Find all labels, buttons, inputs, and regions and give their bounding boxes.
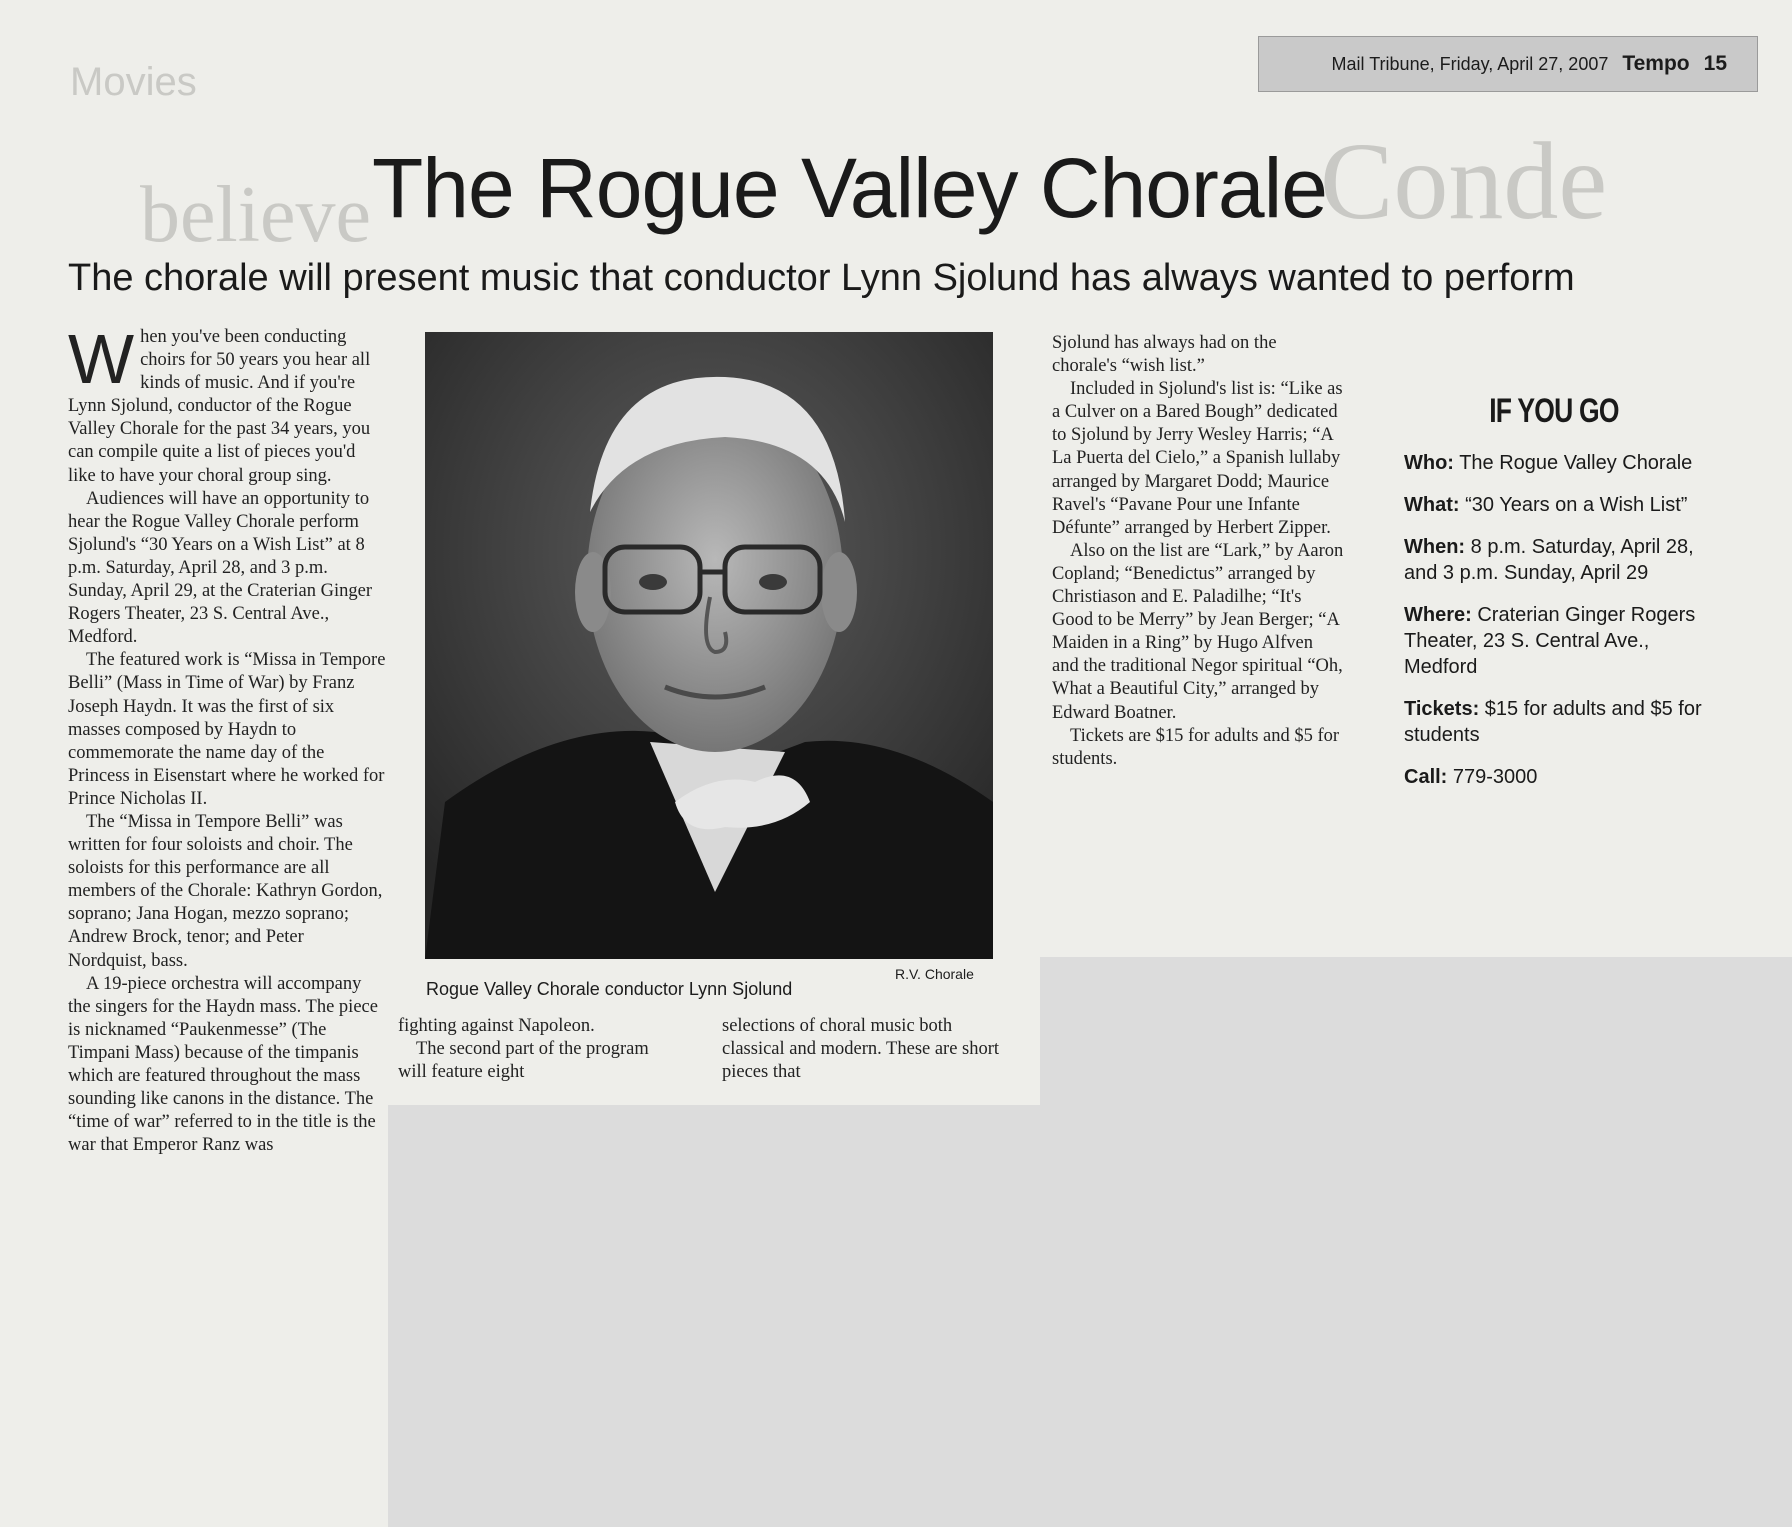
- paragraph: The featured work is “Missa in Tempore Belli” (Mass in Time of War) by Franz Joseph Haydn. It was the first of six masses composed by Haydn to commemorate the name day of the Princess in Eisenstart where he worked for Prince Nicholas II.: [68, 650, 386, 809]
- info-item-what: [1404, 492, 1704, 518]
- info-label: What:: [1404, 494, 1460, 516]
- paragraph-text: hen you've been conducting choirs for 50 years you hear all kinds of music. And if you're Lynn Sjolund, conductor of the Rogue Valley Chorale for the past 34 years, you can compile quite a list of pieces you'd like to have your choral group sing.: [68, 327, 371, 486]
- conductor-photo: [425, 332, 993, 959]
- info-value: Craterian Ginger Rogers Theater, 23 S. Central Ave., Medford: [1404, 604, 1696, 678]
- info-item-call: [1404, 764, 1704, 790]
- info-item-tickets: [1404, 696, 1704, 748]
- bleed-through-text: believe: [140, 171, 371, 259]
- info-item-when: [1404, 534, 1704, 586]
- paragraph: A 19-piece orchestra will accompany the singers for the Haydn mass. The piece is nicknamed “Paukenmesse” (The Timpani Mass) because of the timpanis which are featured throughout the mass sounding like canons in the distance. The “time of war” referred to in the title is the war that Emperor Ranz was: [68, 973, 378, 1156]
- info-value: “30 Years on a Wish List”: [1465, 494, 1688, 516]
- drop-cap: W: [68, 320, 135, 398]
- folio-bar: [1258, 36, 1758, 92]
- info-label: When:: [1404, 536, 1466, 558]
- paragraph: Also on the list are “Lark,” by Aaron Copland; “Benedictus” arranged by Christiason and E. Paladilhe; “It's Good to be Merry” by Jean Berger; “A Maiden in a Ring” by Hugo Alfven and the traditional Negor spiritual “Oh, What a Beautiful City,” arranged by Edward Boatner.: [1052, 540, 1344, 723]
- headline: The Rogue Valley Chorale: [372, 141, 1328, 235]
- paragraph: Included in Sjolund's list is: “Like as a Culver on a Bared Bough” dedicated to Sjolund by Jerry Wesley Harris; “A La Puerta del Cielo,” a Spanish lullaby arranged by Margaret Dodd; Maurice Ravel's “Pavane Pour une Infante Défunte” arranged by Herbert Zipper.: [1052, 379, 1343, 538]
- article-column-2a: [398, 1015, 680, 1084]
- bleed-through-text: Movies: [70, 60, 197, 104]
- info-value: 779-3000: [1452, 766, 1538, 788]
- paragraph: Sjolund has always had on the chorale's “wish list.”: [1052, 333, 1277, 377]
- info-value: $15 for adults and $5 for students: [1404, 698, 1702, 746]
- bleed-through-text: Conde: [1320, 120, 1608, 242]
- paragraph: [68, 320, 386, 488]
- info-value: The Rogue Valley Chorale: [1459, 452, 1693, 474]
- photo-credit: R.V. Chorale: [895, 966, 974, 982]
- info-value: 8 p.m. Saturday, April 28, and 3 p.m. Sunday, April 29: [1404, 536, 1694, 584]
- subheadline: The chorale will present music that conductor Lynn Sjolund has always wanted to perform: [68, 257, 1575, 299]
- paragraph: The second part of the program will feature eight: [398, 1039, 649, 1083]
- paragraph: The “Missa in Tempore Belli” was written for four soloists and choir. The soloists for this performance are all members of the Chorale: Kathryn Gordon, soprano; Jana Hogan, mezzo soprano; Andrew Brock, tenor; and Peter Nordquist, bass.: [68, 811, 383, 971]
- newspaper-clipping-lower: [0, 1105, 388, 1527]
- info-label: Who:: [1404, 452, 1454, 474]
- info-item-who: [1404, 450, 1704, 476]
- paragraph: selections of choral music both classical and modern. These are short pieces that: [722, 1016, 1000, 1083]
- photo-caption: Rogue Valley Chorale conductor Lynn Sjolund: [426, 979, 793, 999]
- article-column-2b: [722, 1015, 1012, 1084]
- info-item-where: [1404, 602, 1704, 680]
- paragraph: Audiences will have an opportunity to hear the Rogue Valley Chorale perform Sjolund's “30 Years on a Wish List” at 8 p.m. Saturday, April 28, and 3 p.m. Sunday, April 29, at the Craterian Ginger Rogers Theater, 23 S. Central Ave., Medford.: [68, 488, 372, 648]
- if-you-go-title: IF YOU GO: [1489, 392, 1619, 430]
- info-label: Call:: [1404, 766, 1448, 788]
- paragraph: fighting against Napoleon.: [398, 1016, 595, 1036]
- paragraph: Tickets are $15 for adults and $5 for students.: [1052, 725, 1340, 769]
- portrait-illustration: [425, 332, 993, 959]
- article-column-1: [68, 320, 386, 1157]
- if-you-go-box: [1404, 392, 1704, 806]
- info-label: Where:: [1404, 604, 1472, 626]
- folio-paper: Mail Tribune, Friday, April 27, 2007: [1331, 53, 1609, 74]
- info-label: Tickets:: [1404, 698, 1480, 720]
- folio-page-number: 15: [1703, 52, 1727, 75]
- folio-section: Tempo: [1622, 52, 1690, 75]
- article-column-3: [1052, 332, 1344, 771]
